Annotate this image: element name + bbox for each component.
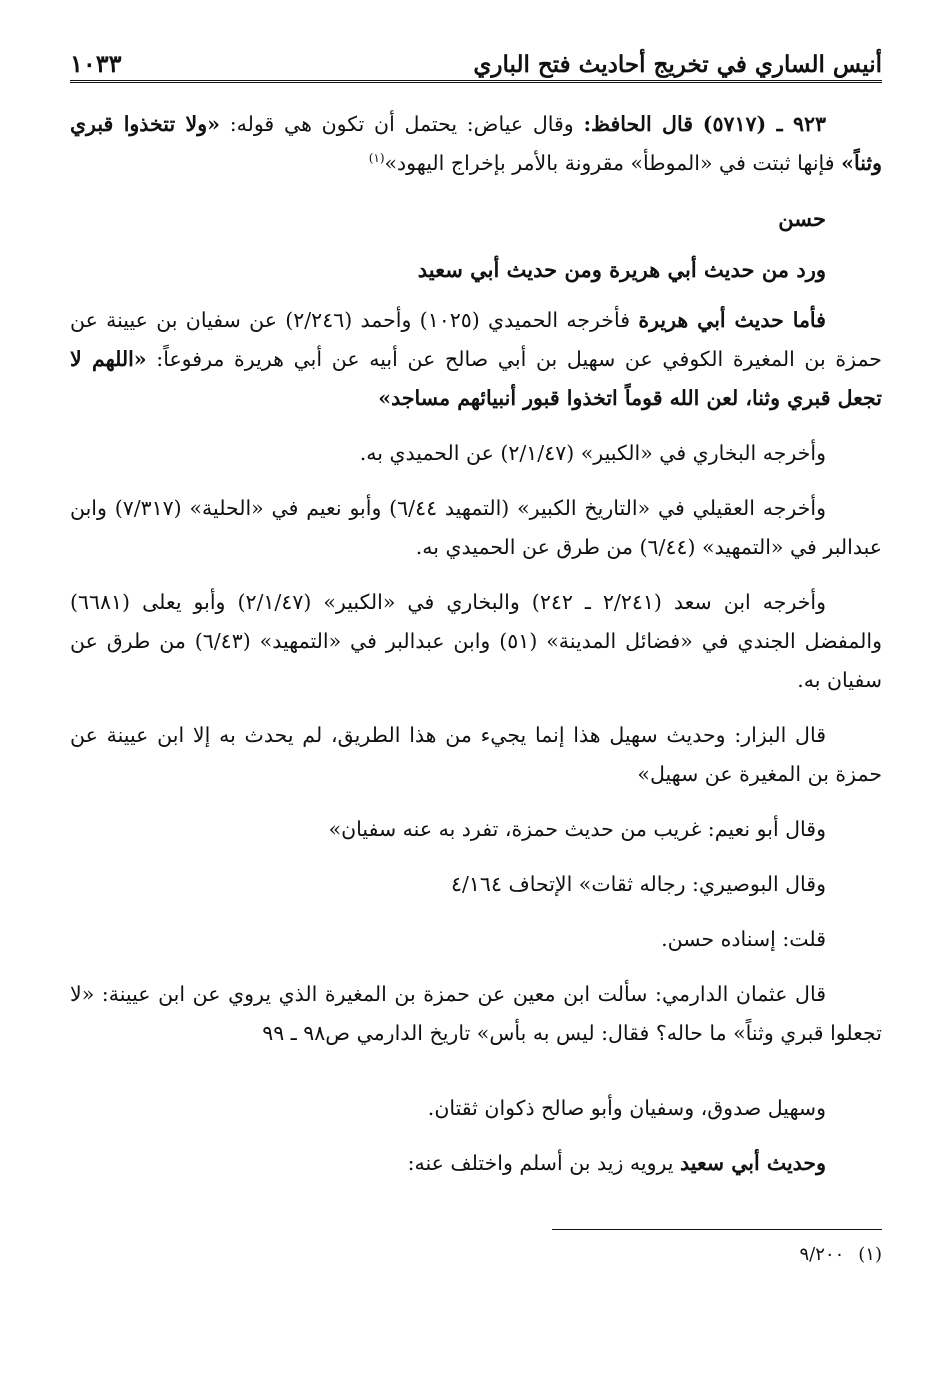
- entry-number: ٩٢٣ ـ (٥٧١٧): [702, 112, 826, 136]
- footnote-text: ٩/٢٠٠: [799, 1244, 845, 1265]
- running-header: [70, 40, 882, 83]
- paragraph: وقال أبو نعيم: غريب من حديث حمزة، تفرد به عنه سفيان»: [328, 817, 826, 841]
- paragraph-abu-hurayra: [70, 301, 882, 418]
- paragraph-lead: وحديث أبي سعيد: [680, 1151, 826, 1175]
- hadith-quote: «اللهم لا تجعل قبري وثنا، لعن الله قوماً اتخذوا قبور أنبيائهم مساجد»: [70, 347, 882, 410]
- paragraph-text: فأخرجه الحميدي (١٠٢٥) وأحمد (٢/٢٤٦) عن سفيان بن عيينة عن حمزة بن المغيرة الكوفي عن سهيل بن أبي صالح عن أبيه عن أبي هريرة مرفوعاً:: [70, 308, 882, 371]
- entry-lead: قال الحافظ:: [583, 112, 694, 136]
- paragraph: قلت: إسناده حسن.: [661, 927, 826, 951]
- entry-paragraph: [70, 105, 882, 183]
- entry-quote: «ولا تتخذوا قبري وثناً»: [70, 112, 882, 175]
- spacer: [70, 1069, 882, 1089]
- paragraph: قال عثمان الدارمي: سألت ابن معين عن حمزة بن المغيرة الذي يروي عن ابن عيينة: «لا تجعلوا قبري وثناً» ما حاله؟ فقال: ليس به بأس» تاريخ الدارمي ص٩٨ ـ ٩٩: [70, 982, 882, 1045]
- page: [70, 40, 882, 1265]
- page-content: [70, 105, 882, 1265]
- book-title: أنيس الساري في تخريج أحاديث فتح الباري: [473, 51, 882, 78]
- footnote-number: (١): [858, 1244, 882, 1265]
- page-number: ١٠٣٣: [70, 49, 122, 78]
- grade-label: حسن: [778, 206, 826, 231]
- paragraph-text: يرويه زيد بن أسلم واختلف عنه:: [407, 1151, 674, 1175]
- paragraph: وأخرجه البخاري في «الكبير» (٢/١/٤٧) عن الحميدي به.: [359, 441, 826, 465]
- footnote: [70, 1244, 882, 1265]
- footnote-divider: [552, 1229, 882, 1230]
- footnote-marker: (١): [368, 151, 385, 166]
- paragraph: وأخرجه ابن سعد (٢/٢٤١ ـ ٢٤٢) والبخاري في «الكبير» (٢/١/٤٧) وأبو يعلى (٦٦٨١) والمفضل الجندي في «فضائل المدينة» (٥١) وابن عبدالبر في «التمهيد» (٦/٤٣) من طرق عن سفيان به.: [70, 590, 882, 692]
- entry-text-a: وقال عياض: يحتمل أن تكون هي قوله:: [229, 112, 574, 136]
- paragraph: قال البزار: وحديث سهيل هذا إنما يجيء من هذا الطريق، لم يحدث به إلا ابن عيينة عن حمزة بن المغيرة عن سهيل»: [70, 723, 882, 786]
- entry-text-b: فإنها ثبتت في «الموطأ» مقرونة بالأمر بإخراج اليهود»: [384, 151, 835, 175]
- paragraph: وسهيل صدوق، وسفيان وأبو صالح ذكوان ثقتان.: [427, 1096, 826, 1120]
- paragraph: وأخرجه العقيلي في «التاريخ الكبير» (التمهيد ٦/٤٤) وأبو نعيم في «الحلية» (٧/٣١٧) وابن عبدالبر في «التمهيد» (٦/٤٤) من طرق عن الحميدي به.: [70, 496, 882, 559]
- section-heading: ورد من حديث أبي هريرة ومن حديث أبي سعيد: [417, 257, 826, 282]
- paragraph-lead: فأما حديث أبي هريرة: [638, 308, 826, 332]
- paragraph-abu-said: [70, 1144, 882, 1183]
- paragraph: وقال البوصيري: رجاله ثقات» الإتحاف ٤/١٦٤: [451, 872, 826, 896]
